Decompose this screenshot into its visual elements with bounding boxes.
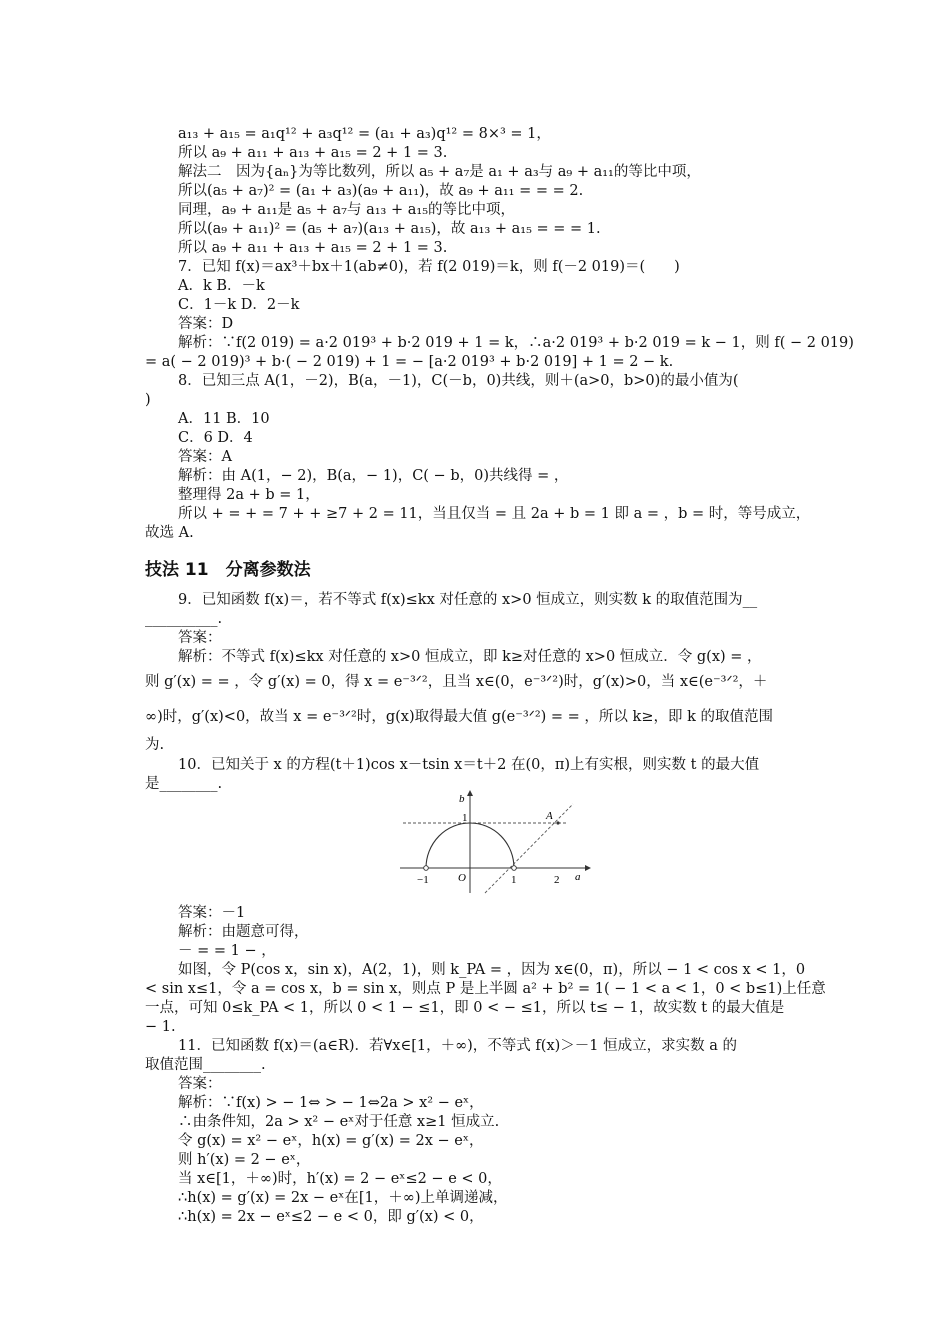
a-axis-label: a [575,871,581,883]
question-9-analysis: 解析：不等式 f(x)≤kx 对任意的 x>0 恒成立，即 k≥对任意的 x>0 恒成立．令 g(x) = ， [178,649,762,665]
question-7-options-ab: A．k B．－k [178,278,265,294]
question-11-analysis: 令 g(x) = x² − eˣ，h(x) = g′(x) = 2x − eˣ， [178,1133,484,1149]
text-line: 所以(a₅ + a₇)² = (a₁ + a₃)(a₉ + a₁₁)，故 a₉ + a₁₁ = = = 2. [178,183,584,199]
question-8-stem: 8．已知三点 A(1，－2)，B(a，－1)，C(－b，0)共线，则＋(a>0，b>0)的最小值为( [178,373,739,389]
question-11-analysis: ∴h(x) = 2x − eˣ≤2 − e < 0，即 g′(x) < 0， [178,1209,484,1225]
question-11-stem: 11．已知函数 f(x)＝(a∈R)．若∀x∈[1，＋∞)，不等式 f(x)＞－1 恒成立，求实数 a 的 [178,1038,737,1054]
question-9-analysis: 为. [145,737,165,753]
question-11-analysis: 则 h′(x) = 2 − eˣ， [178,1152,311,1168]
point-a [556,821,559,824]
text-line: a₁₃ + a₁₅ = a₁q¹² + a₃q¹² = (a₁ + a₃)q¹² = 8×³ = 1， [178,126,551,142]
question-7-stem: 7．已知 f(x)＝ax³＋bx＋1(ab≠0)，若 f(2 019)＝k，则 f(－2 019)＝( ) [178,259,680,275]
semicircle-figure [395,788,595,898]
question-11-analysis: ∴h(x) = g′(x) = 2x − eˣ在[1，＋∞)上单调递减， [178,1190,508,1206]
tick-label-one-top: 1 [462,812,468,824]
question-9-stem: __________. [145,611,223,627]
question-10-analysis: − 1. [145,1019,176,1035]
tick-label-neg1: −1 [417,874,429,886]
question-9-analysis: 则 g′(x) = = ，令 g′(x) = 0，得 x = e⁻³ᐟ²，且当 x∈(0，e⁻³ᐟ²)时，g′(x)>0，当 x∈(e⁻³ᐟ²，＋ [145,674,768,690]
question-11-analysis: 当 x∈[1，＋∞)时，h′(x) = 2 − eˣ≤2 − e < 0， [178,1171,502,1187]
question-11-stem: 取值范围________. [145,1057,266,1073]
open-point-neg1 [424,866,429,871]
question-8-options-cd: C．6 D．4 [178,430,253,446]
section-heading: 技法 11 分离参数法 [145,560,311,580]
question-11-analysis: 解析：∵f(x) > − 1⇔ > − 1⇔2a > x² − eˣ， [178,1095,484,1111]
question-10-analysis: < sin x≤1，令 a = cos x，b = sin x，则点 P 是上半圆 a² + b² = 1( − 1 < a < 1，0 < b≤1)上任意 [145,981,826,997]
question-9-stem: 9．已知函数 f(x)＝，若不等式 f(x)≤kx 对任意的 x>0 恒成立，则实数 k 的取值范围为__ [178,592,758,608]
question-10-analysis: 一点，可知 0≤k_PA < 1，所以 0 < 1 − ≤1，即 0 < − ≤1，所以 t≤ − 1，故实数 t 的最大值是 [145,1000,785,1016]
question-9-analysis: ∞)时，g′(x)<0，故当 x = e⁻³ᐟ²时，g(x)取得最大值 g(e⁻³ᐟ²) = = ，所以 k≥，即 k 的取值范围 [145,709,773,725]
question-8-stem: ) [145,392,151,408]
text-line: 所以(a₉ + a₁₁)² = (a₅ + a₇)(a₁₃ + a₁₅)，故 a₁₃ + a₁₅ = = = 1. [178,221,601,237]
question-10-analysis: 解析：由题意可得， [178,924,309,940]
text-line: 所以 a₉ + a₁₁ + a₁₃ + a₁₅ = 2 + 1 = 3. [178,240,448,256]
point-a-label: A [546,810,553,822]
question-7-analysis: = a( − 2 019)³ + b·( − 2 019) + 1 = − [a·2 019³ + b·2 019] + 1 = 2 − k. [145,354,674,370]
question-10-analysis: － = = 1 − ， [178,943,276,959]
question-8-analysis: 解析：由 A(1，− 2)，B(a，− 1)，C( − b，0)共线得 = ， [178,468,569,484]
question-10-stem: 10．已知关于 x 的方程(t＋1)cos x－tsin x＝t＋2 在(0，π)上有实根，则实数 t 的最大值 [178,757,760,773]
b-axis-arrow [467,790,473,796]
question-8-answer: 答案：A [178,449,232,465]
question-9-answer: 答案： [178,630,222,646]
b-axis-label: b [459,793,465,805]
text-line: 同理，a₉ + a₁₁是 a₅ + a₇与 a₁₃ + a₁₅的等比中项， [178,202,516,218]
question-10-answer: 答案：－1 [178,905,246,921]
origin-label: O [458,872,466,884]
text-line: 解法二 因为{aₙ}为等比数列，所以 a₅ + a₇是 a₁ + a₃与 a₉ + a₁₁的等比中项， [178,164,701,180]
question-7-options-cd: C．1－k D．2－k [178,297,300,313]
question-8-analysis: 故选 A. [145,525,194,541]
question-7-analysis: 解析：∵f(2 019) = a·2 019³ + b·2 019 + 1 = k，∴a·2 019³ + b·2 019 = k − 1，则 f( − 2 019) [178,335,854,351]
dashed-line-pa [485,804,573,893]
tick-label-2: 2 [554,874,560,886]
question-8-analysis: 所以 + = + = 7 + + ≥7 + 2 = 11，当且仅当 = 且 2a + b = 1 即 a = ，b = 时，等号成立， [178,506,811,522]
open-point-1 [512,866,517,871]
question-10-analysis: 如图，令 P(cos x，sin x)，A(2，1)，则 k_PA = ，因为 x∈(0，π)，所以 − 1 < cos x < 1，0 [178,962,806,978]
question-8-options-ab: A．11 B．10 [178,411,270,427]
tick-label-1: 1 [511,874,517,886]
question-7-answer: 答案：D [178,316,234,332]
text-line: 所以 a₉ + a₁₁ + a₁₃ + a₁₅ = 2 + 1 = 3. [178,145,448,161]
question-10-stem: 是________. [145,776,223,792]
question-8-analysis: 整理得 2a + b = 1， [178,487,320,503]
question-11-analysis: ∴由条件知，2a > x² − eˣ对于任意 x≥1 恒成立. [178,1114,500,1130]
a-axis-arrow [585,865,591,871]
question-11-answer: 答案： [178,1076,222,1092]
